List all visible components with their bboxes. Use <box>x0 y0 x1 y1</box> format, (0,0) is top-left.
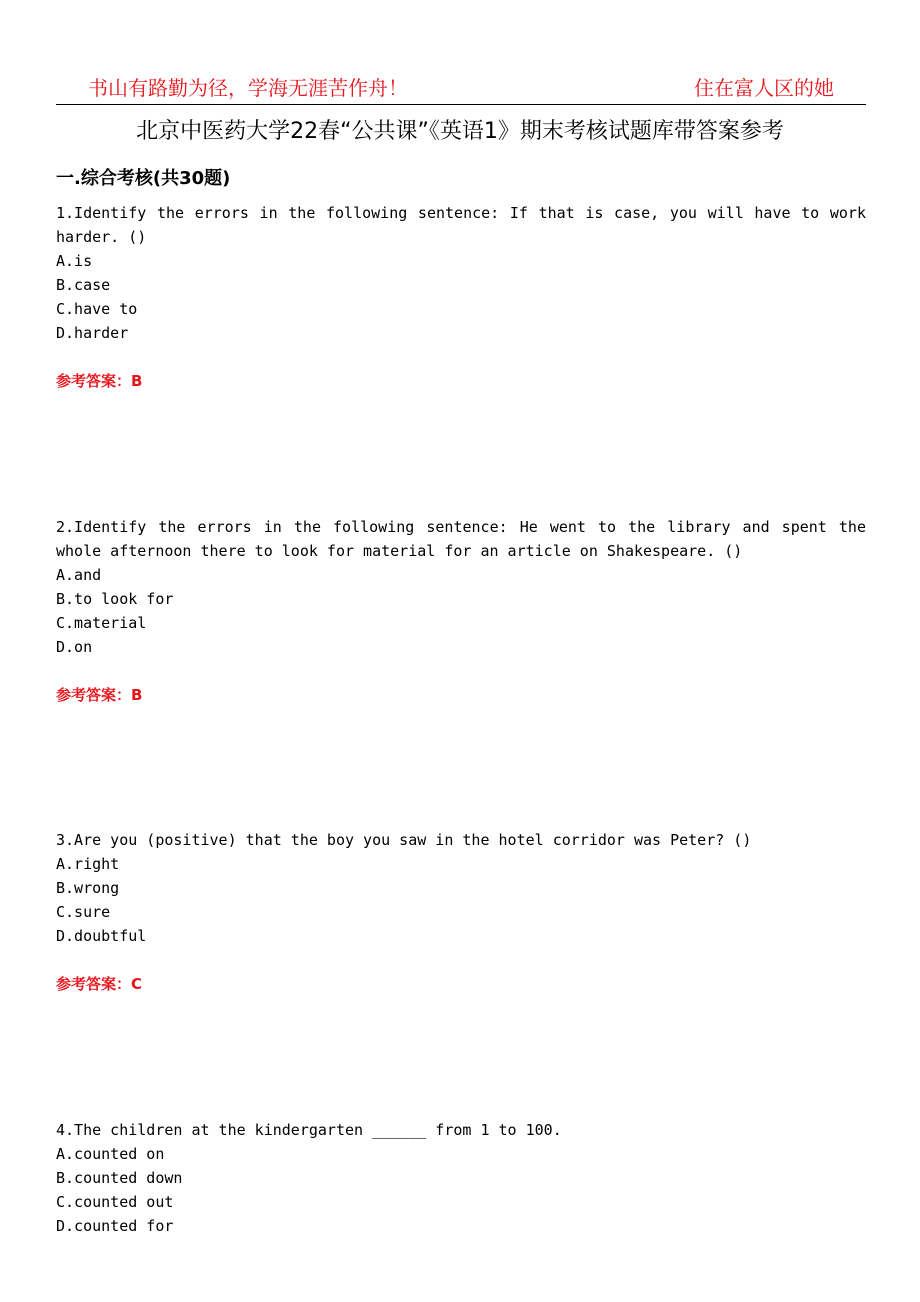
page-header <box>56 70 866 105</box>
question-4 <box>56 1118 866 1238</box>
question-2 <box>56 515 866 707</box>
option-c: C.material <box>56 614 147 632</box>
option-a: A.and <box>56 566 102 584</box>
answer-line <box>56 683 866 707</box>
question-text: 3.Are you (positive) that the boy you saw in the hotel corridor was Peter? () <box>56 831 752 849</box>
question-text: 4.The children at the kindergarten ______ from 1 to 100. <box>56 1121 562 1139</box>
answer-value: B <box>131 372 143 390</box>
answer-label: 参考答案： <box>56 686 132 704</box>
answer-line <box>56 369 866 393</box>
option-b: B.wrong <box>56 879 120 897</box>
option-b: B.counted down <box>56 1169 183 1187</box>
header-author: 住在富人区的她 <box>694 76 834 100</box>
answer-label: 参考答案： <box>56 372 132 390</box>
section-heading: 一.综合考核(共30题) <box>56 168 231 189</box>
option-c: C.sure <box>56 903 111 921</box>
option-c: C.have to <box>56 300 138 318</box>
answer-value: C <box>131 975 143 993</box>
question-1 <box>56 201 866 393</box>
header-motto: 书山有路勤为径，学海无涯苦作舟！ <box>88 76 408 100</box>
answer-value: B <box>131 686 143 704</box>
answer-label: 参考答案： <box>56 975 132 993</box>
answer-line <box>56 972 866 996</box>
option-a: A.right <box>56 855 120 873</box>
option-d: D.counted for <box>56 1217 174 1235</box>
question-3 <box>56 828 866 996</box>
option-b: B.case <box>56 276 111 294</box>
option-b: B.to look for <box>56 590 174 608</box>
option-d: D.doubtful <box>56 927 147 945</box>
option-d: D.on <box>56 638 93 656</box>
document-title: 北京中医药大学22春“公共课”《英语1》期末考核试题库带答案参考 <box>136 119 784 144</box>
option-a: A.counted on <box>56 1145 165 1163</box>
option-c: C.counted out <box>56 1193 174 1211</box>
option-d: D.harder <box>56 324 129 342</box>
option-a: A.is <box>56 252 93 270</box>
question-text: 1.Identify the errors in the following sentence: If that is case, you will have to work harder. () <box>56 204 866 246</box>
question-text: 2.Identify the errors in the following sentence: He went to the library and spent the whole afternoon there to look for material for an article on Shakespeare. () <box>56 518 866 560</box>
